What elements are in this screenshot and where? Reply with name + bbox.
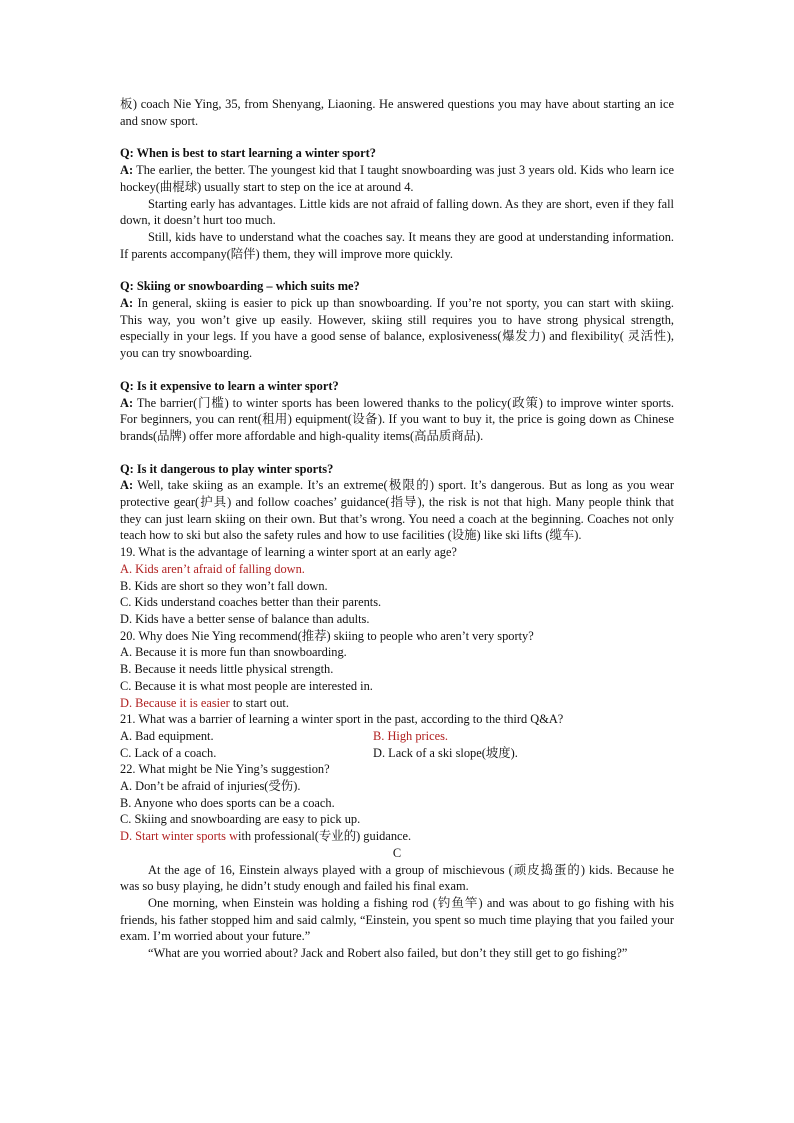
q19-option-a: A. Kids aren’t afraid of falling down.: [120, 561, 305, 576]
intro-paragraph: 板) coach Nie Ying, 35, from Shenyang, Liaoning. He answered questions you may have about starting an ice and snow sport.: [120, 97, 674, 128]
q22-option-d-marked: D. Start winter sports w: [120, 829, 239, 844]
qa3-answer: [120, 395, 674, 445]
q22-option-b: B. Anyone who does sports can be a coach.: [120, 795, 335, 810]
section-c-paragraph-1: At the age of 16, Einstein always played with a group of mischievous (顽皮捣蛋的) kids. Because he was so busy playing, he didn’t study enough and failed his final exam.: [120, 862, 674, 894]
qa2-question: Q: Skiing or snowboarding – which suits me?: [120, 279, 360, 294]
q20-option-d-marked: D. Because it is easier: [120, 695, 230, 710]
q22-option-d-rest: ith professional(专业的) guidance.: [238, 829, 412, 844]
qa2-answer-text: In general, skiing is easier to pick up than snowboarding. If you’re not sporty, you can start with skiing. This way, you won’t give up easily. However, skiing still requires you to have strong physical strength, especially in your legs. If you have a good sense of balance, explosiveness(爆发力) and flexibility( 灵活性), you can try snowboarding.: [120, 296, 674, 361]
q22-stem: 22. What might be Nie Ying’s suggestion?: [120, 762, 330, 777]
qa1-answer: [120, 162, 674, 195]
q20-stem: 20. Why does Nie Ying recommend(推荐) skiing to people who aren’t very sporty?: [120, 628, 534, 643]
qa4-answer-text: Well, take skiing as an example. It’s an extreme(极限的) sport. It’s dangerous. But as long as you wear protective gear(护具) and follow coaches’ guidance(指导), the risk is not that high. Many people think that they can just learn skiing on their own. But that’s wrong. You need a coach at the beginning. Coaches not only teach how to ski but also the safety rules and how to use facilities (设施) like ski lifts (缆车).: [120, 478, 674, 543]
answer-label: A:: [120, 296, 134, 311]
q21-option-b: B. High prices.: [373, 728, 449, 743]
q20-option-d: [120, 695, 674, 712]
qa4-question: Q: Is it dangerous to play winter sports?: [120, 461, 334, 476]
q20-option-c: C. Because it is what most people are interested in.: [120, 678, 373, 693]
answer-label: A:: [120, 395, 134, 410]
answer-label: A:: [120, 478, 134, 493]
q21-option-d: D. Lack of a ski slope(坡度).: [373, 745, 518, 760]
qa2-answer: [120, 295, 674, 362]
q22-option-a: A. Don’t be afraid of injuries(受伤).: [120, 779, 301, 794]
qa3-answer-text: The barrier(门槛) to winter sports has been lowered thanks to the policy(政策) to improve winter sports. For beginners, you can rent(租用) equipment(设备). If you want to buy it, the price is going down as Chinese brands(品牌) offer more affordable and high-quality items(高品质商品).: [120, 395, 674, 443]
qa1-question: Q: When is best to start learning a winter sport?: [120, 146, 376, 161]
qa4-answer: [120, 477, 674, 544]
qa1-answer-text: The earlier, the better. The youngest kid that I taught snowboarding was just 3 years old. Kids who learn ice hockey(曲棍球) usually start to step on the ice at around 4.: [120, 163, 674, 194]
q21-option-a: A. Bad equipment.: [120, 728, 214, 743]
qa1-extra-2: Still, kids have to understand what the coaches say. It means they are good at understanding information. If parents accompany(陪伴) them, they will improve more quickly.: [120, 229, 674, 261]
q19-option-b: B. Kids are short so they won’t fall down.: [120, 578, 328, 593]
answer-label: A:: [120, 163, 134, 178]
q21-row-1: [120, 728, 674, 745]
q19-option-d: D. Kids have a better sense of balance than adults.: [120, 611, 370, 626]
section-c-paragraph-2: One morning, when Einstein was holding a fishing rod (钓鱼竿) and was about to go fishing with his friends, his father stopped him and said calmly, “Einstein, you spent so much time playing that you failed your exam. I’m worried about your future.”: [120, 895, 674, 944]
section-c-heading: C: [392, 845, 402, 860]
section-c-paragraph-3: “What are you worried about? Jack and Robert also failed, but don’t they still get to go fishing?”: [148, 946, 628, 961]
q19-stem: 19. What is the advantage of learning a winter sport at an early age?: [120, 545, 457, 560]
q20-option-d-rest: to start out.: [229, 695, 289, 710]
q21-row-2: [120, 745, 674, 762]
q21-stem: 21. What was a barrier of learning a winter sport in the past, according to the third Q&A?: [120, 712, 564, 727]
document-page: [120, 96, 674, 962]
qa3-question: Q: Is it expensive to learn a winter sport?: [120, 378, 339, 393]
q22-option-c: C. Skiing and snowboarding are easy to pick up.: [120, 812, 361, 827]
q20-option-a: A. Because it is more fun than snowboarding.: [120, 645, 347, 660]
q22-option-d: [120, 828, 674, 845]
q20-option-b: B. Because it needs little physical strength.: [120, 662, 334, 677]
qa1-extra-1: Starting early has advantages. Little kids are not afraid of falling down. As they are short, even if they fall down, it doesn’t hurt too much.: [120, 196, 674, 228]
q21-option-c: C. Lack of a coach.: [120, 745, 217, 760]
q19-option-c: C. Kids understand coaches better than their parents.: [120, 595, 382, 610]
